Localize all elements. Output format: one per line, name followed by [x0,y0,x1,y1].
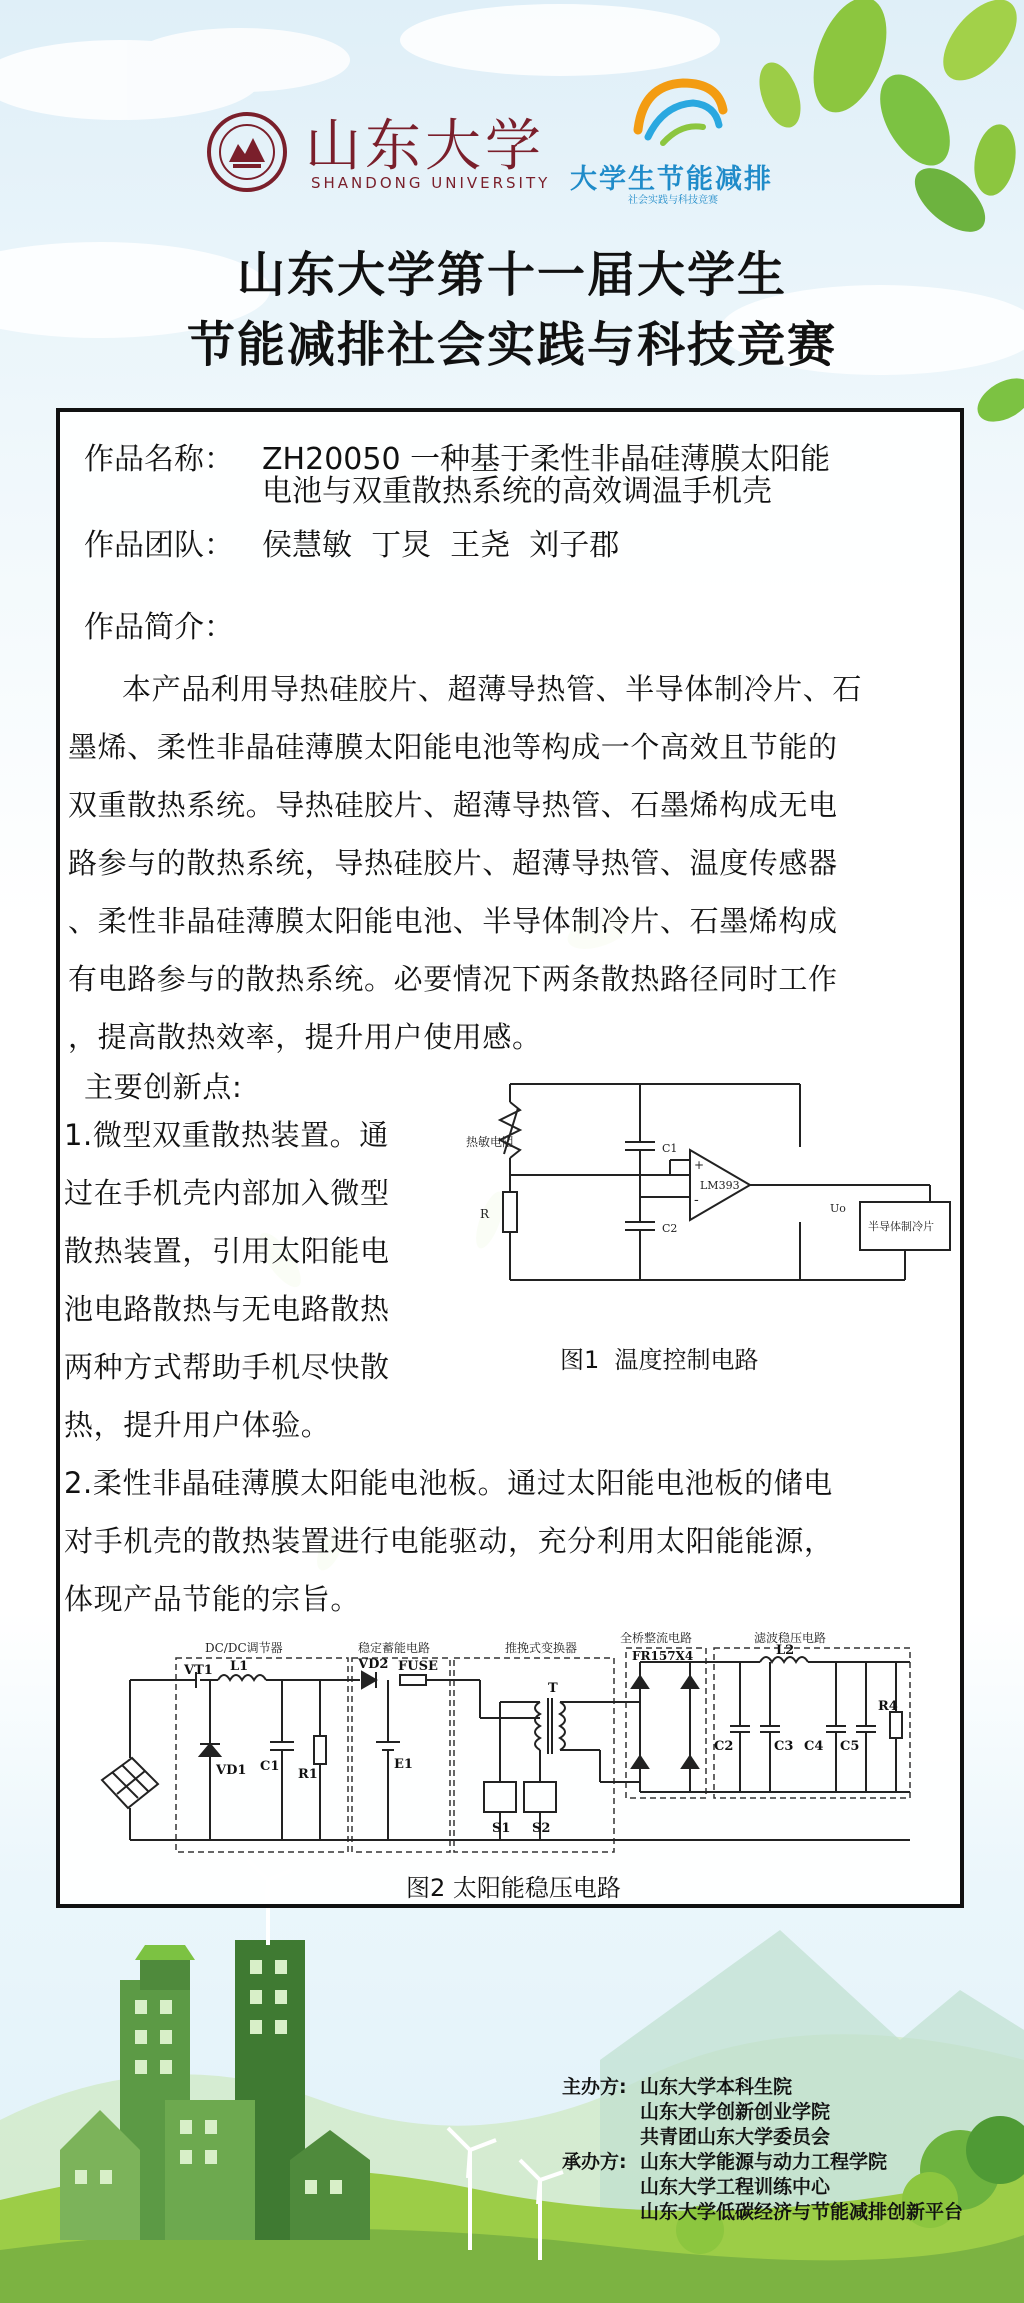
fig1-plus-label: + [694,1158,705,1172]
innovation-point-1-line: 两种方式帮助手机尽快散 [64,1350,390,1384]
fig2-label: C4 [804,1739,824,1754]
sdu-logo-english: SHANDONG UNIVERSITY [311,174,551,192]
event-logo-sub-text: 社会实践与科技竞赛 [628,195,718,206]
fig2-label: FR157X4 [632,1649,694,1663]
fig2-label: R4 [878,1699,898,1714]
host-org: 山东大学本科生院 [640,2076,793,2098]
sdu-emblem-icon [205,110,289,194]
innovation-point-2-line: 对手机壳的散热装置进行电能驱动，充分利用太阳能能源， [64,1524,834,1558]
innovation-point-1-line: 散热装置，引用太阳能电 [64,1234,390,1268]
fig1-minus-label: - [694,1192,699,1208]
fig2-label: S2 [532,1821,551,1836]
organizer-label: 承办方: [562,2151,627,2173]
fig2-label: C3 [774,1739,794,1754]
solar-panel-icon [102,1758,158,1808]
figure-1-caption: 图1 温度控制电路 [560,1346,759,1374]
work-intro-label: 作品简介： [84,610,234,645]
poster-title-line-2: 节能减排社会实践与科技竞赛 [186,317,837,373]
organizer-org: 山东大学能源与动力工程学院 [640,2151,888,2173]
fig2-label: FUSE [398,1659,438,1674]
fig2-section-label: 推挽式变换器 [505,1641,578,1655]
work-team-members: 侯慧敏 丁炅 王尧 刘子郡 [262,528,620,563]
fig2-label: C2 [714,1739,734,1754]
innovation-heading: 主要创新点: [84,1070,243,1104]
fig2-label: T [548,1681,558,1696]
fig1-comparator-label: LM393 [700,1179,740,1192]
intro-line: 有电路参与的散热系统。必要情况下两条散热路径同时工作 [68,962,838,996]
event-logo-swirl-icon [623,75,733,155]
innovation-point-1-line: 热，提升用户体验。 [64,1408,331,1442]
fig1-cooler-label: 半导体制冷片 [868,1220,934,1233]
intro-line: 、柔性非晶硅薄膜太阳能电池、半导体制冷片、石墨烯构成 [68,904,838,938]
fig2-section-label: 滤波稳压电路 [754,1632,827,1645]
poster-title-line-1: 山东大学第十一届大学生 [236,247,787,303]
host-org: 共青团山东大学委员会 [640,2126,831,2148]
organizer-org: 山东大学工程训练中心 [640,2176,831,2198]
host-label: 主办方: [562,2076,627,2098]
work-name-line-1: ZH20050 一种基于柔性非晶硅薄膜太阳能 [262,442,831,477]
organizer-org: 山东大学低碳经济与节能减排创新平台 [640,2201,964,2223]
fig2-label: C5 [840,1739,860,1754]
fig2-label: L1 [230,1659,249,1674]
fig2-label: R1 [298,1767,318,1782]
intro-line: 双重散热系统。导热硅胶片、超薄导热管、石墨烯构成无电 [68,788,838,822]
fig2-label: S1 [492,1821,511,1836]
fig2-section-label: 稳定蓄能电路 [358,1641,431,1655]
intro-line: 路参与的散热系统，导热硅胶片、超薄导热管、温度传感器 [68,846,838,880]
fig2-label: VT1 [184,1663,213,1678]
event-logo [568,75,788,205]
work-team-label: 作品团队： [84,528,234,563]
event-logo-main-text: 大学生节能减排 [570,164,773,195]
fig2-label: L2 [776,1643,795,1658]
fig1-c2-label: C2 [662,1222,678,1235]
figure-2-solar-regulator-circuit [100,1632,960,1862]
fig1-thermistor-label: 热敏电阻 [466,1135,515,1149]
fig2-label: E1 [394,1757,413,1772]
fig2-section-label: 全桥整流电路 [620,1632,693,1645]
intro-line: ，提高散热效率，提升用户使用感。 [68,1020,542,1054]
innovation-point-1-line: 池电路散热与无电路散热 [64,1292,390,1326]
innovation-point-1-line: 1.微型双重散热装置。通 [64,1118,389,1152]
host-org: 山东大学创新创业学院 [640,2101,831,2123]
fig2-label: VD2 [358,1657,389,1672]
innovation-point-2-line: 体现产品节能的宗旨。 [64,1582,361,1616]
content-card [56,408,964,1908]
figure-2-caption: 图2 太阳能稳压电路 [406,1874,621,1902]
sdu-logo-name: 山东大学 [305,114,545,179]
figure-1-temperature-control-circuit [460,1072,960,1302]
work-name-line-2: 电池与双重散热系统的高效调温手机壳 [262,474,772,509]
fig1-r-label: R [480,1207,490,1221]
innovation-point-2-line: 2.柔性非晶硅薄膜太阳能电池板。通过太阳能电池板的储电 [64,1466,833,1500]
fig1-uo-label: Uo [830,1202,846,1215]
work-name-label: 作品名称： [84,442,234,477]
fig2-label: VD1 [216,1763,247,1778]
innovation-point-1-line: 过在手机壳内部加入微型 [64,1176,390,1210]
fig1-c1-label: C1 [662,1142,678,1155]
sdu-logo [205,110,551,200]
intro-line: 墨烯、柔性非晶硅薄膜太阳能电池等构成一个高效且节能的 [68,730,838,764]
fig2-section-label: DC/DC调节器 [205,1641,283,1655]
intro-line: 本产品利用导热硅胶片、超薄导热管、半导体制冷片、石 [122,672,863,706]
fig2-label: C1 [260,1759,280,1774]
